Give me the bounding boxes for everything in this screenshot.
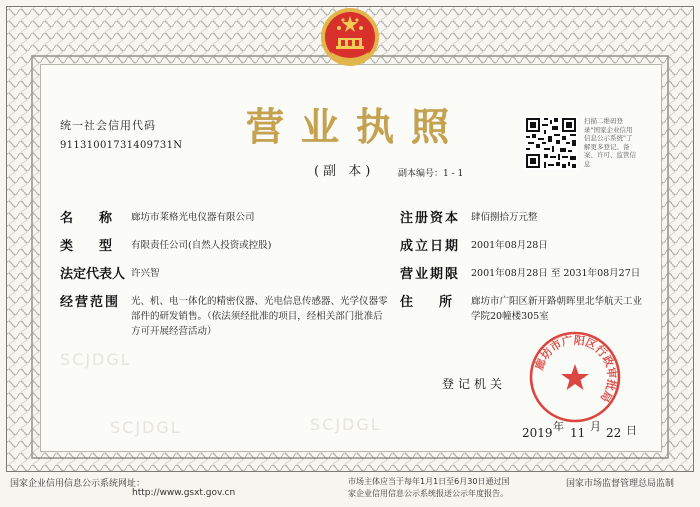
address-label: 住 所 xyxy=(400,295,453,310)
business-term: 2001年08月28日 至 2031年08月27日 xyxy=(471,268,641,279)
term-label: 营业期限 xyxy=(400,267,461,282)
credit-code-label: 统一社会信用代码 xyxy=(60,119,156,132)
watermark: SCJDGL xyxy=(60,350,132,369)
watermark: SCJDGL xyxy=(310,415,382,434)
name-label: 名 称 xyxy=(60,211,113,226)
business-scope-line: 光、机、电一体化的精密仪器、光电信息传感器、光学仪器零 xyxy=(131,296,388,307)
page-title: 营业执照 xyxy=(246,104,467,149)
footer-annual-report-line: 市场主体应当于每年1月1日至6月30日通过国 xyxy=(348,477,510,486)
issue-day: 22 xyxy=(606,426,622,440)
legal-representative: 许兴智 xyxy=(131,268,160,279)
qr-instructions: 扫描二维码登录"国家企业信用信息公示系统"了解更多登记、备案、许可、监管信息 xyxy=(584,117,636,168)
national-emblem-icon xyxy=(319,6,381,70)
business-scope-line: 部件的研发销售。（依法须经批准的项目，经相关部门批准后 xyxy=(131,311,383,322)
registered-capital: 肆佰捌拾万元整 xyxy=(471,212,538,223)
watermark: SCJDGL xyxy=(110,418,182,437)
credit-code: 91131001731409731N xyxy=(60,140,183,151)
company-name: 廊坊市莱格光电仪器有限公司 xyxy=(131,212,255,223)
company-type: 有限责任公司(自然人投资或控股) xyxy=(131,240,272,251)
day-unit: 日 xyxy=(626,424,637,437)
issue-year: 2019 xyxy=(522,426,553,440)
footer-gsxt-url[interactable]: http://www.gsxt.gov.cn xyxy=(132,488,236,498)
qr-code-icon xyxy=(524,116,578,170)
page-subtitle: (副 本) xyxy=(314,164,375,179)
issue-month: 11 xyxy=(570,426,586,440)
copy-number: 副本编号：1 - 1 xyxy=(398,169,464,179)
seal-text: 廊坊市广阳区行政审批局 xyxy=(532,333,619,405)
official-seal-icon xyxy=(528,330,622,424)
month-unit: 月 xyxy=(590,420,601,433)
authority-label: 登记机关 xyxy=(442,377,507,391)
business-scope-line: 方可开展经营活动） xyxy=(131,326,217,337)
address-line: 廊坊市广阳区新开路朝晖里北华航天工业 xyxy=(471,296,643,307)
established-date: 2001年08月28日 xyxy=(471,240,548,251)
footer-annual-report-line: 家企业信用信息公示系统报送公示年度报告。 xyxy=(348,489,508,498)
capital-label: 注册资本 xyxy=(400,211,461,226)
legal-rep-label: 法定代表人 xyxy=(60,267,126,282)
established-label: 成立日期 xyxy=(400,239,461,254)
footer-issuer: 国家市场监督管理总局监制 xyxy=(566,479,675,489)
footer-gsxt-label: 国家企业信用信息公示系统网址： xyxy=(10,479,146,489)
address-line: 学院20幢楼305室 xyxy=(471,311,549,322)
year-unit: 年 xyxy=(553,420,564,433)
scope-label: 经营范围 xyxy=(60,295,121,310)
type-label: 类 型 xyxy=(60,239,113,254)
